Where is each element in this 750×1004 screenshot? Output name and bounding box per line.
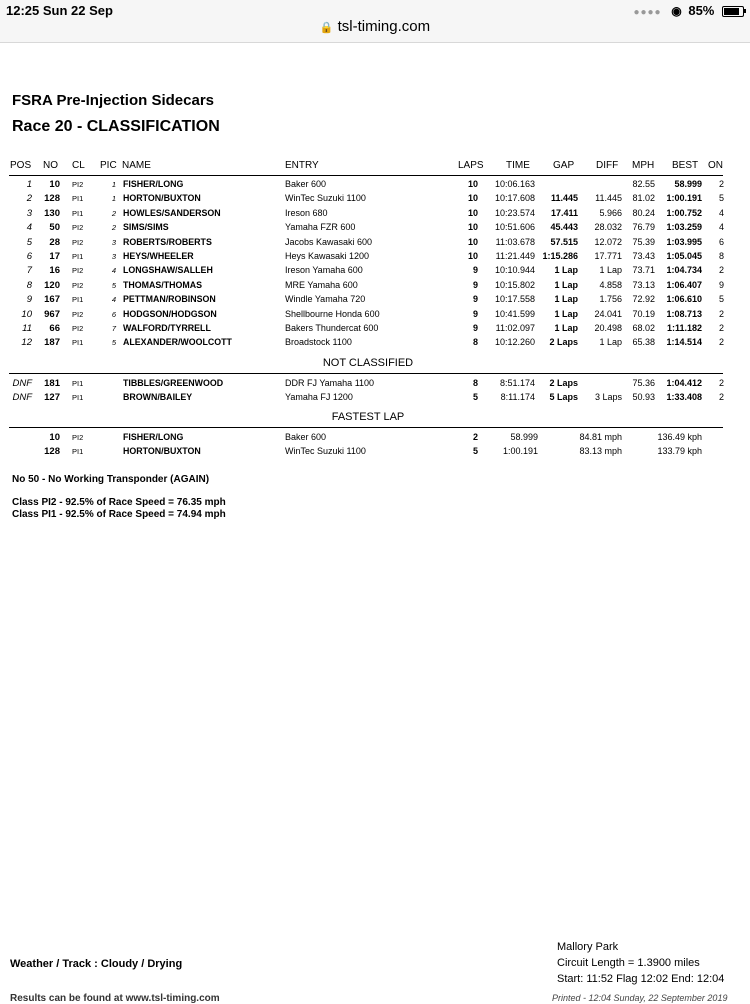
cell-pos: 11 [22, 323, 32, 334]
cell-mph: 76.79 [632, 222, 655, 233]
cell-mph: 75.36 [632, 378, 655, 388]
cell-pic: 3 [111, 237, 116, 247]
cell-best: 1:06.610 [666, 294, 702, 305]
cell-pos: 9 [26, 294, 32, 306]
battery-percent: 85% [688, 3, 715, 18]
cell-pos: 6 [26, 251, 32, 262]
cell-diff: 5.966 [599, 207, 622, 218]
url-text: tsl-timing.com [337, 18, 431, 35]
transponder-note: No 50 - No Working Transponder (AGAIN) [12, 474, 210, 485]
cell-kph: 136.49 kph [657, 432, 702, 442]
header-pos: POS [10, 160, 32, 171]
cell-time: 1:00.191 [502, 446, 538, 457]
cell-best: 1:04.734 [666, 265, 702, 276]
header-no: NO [43, 160, 58, 171]
cell-time: 10:06.163 [494, 179, 535, 189]
header-mph: MPH [632, 160, 655, 171]
cell-pic: 6 [111, 309, 116, 319]
cell-gap: 2 Laps [549, 378, 578, 388]
cell-class: PI1 [72, 194, 84, 204]
table-row[interactable] [0, 179, 750, 193]
header-time: TIME [506, 160, 530, 171]
table-row[interactable] [0, 265, 750, 279]
cell-pos: 12 [21, 337, 32, 349]
cell-time: 10:17.558 [494, 294, 535, 305]
cell-pic: 2 [111, 208, 116, 218]
cell-class: PI2 [72, 237, 84, 247]
header-pic: PIC [100, 160, 117, 171]
cell-class: PI2 [72, 280, 84, 290]
cell-no: 50 [49, 222, 60, 234]
cell-best: 1:00.191 [666, 193, 702, 204]
cell-entry: Bakers Thundercat 600 [285, 323, 379, 333]
cell-best: 1:03.995 [666, 236, 702, 247]
class-pi2-note: Class PI2 - 92.5% of Race Speed = 76.35 mph [12, 497, 226, 508]
cell-class: PI1 [72, 208, 84, 218]
header-gap: GAP [553, 160, 575, 171]
fastest-lap-divider [9, 427, 723, 428]
signal-dots-icon: ●●●● [633, 7, 662, 18]
cell-mph: 75.39 [632, 236, 655, 247]
cell-time: 10:17.608 [494, 193, 535, 204]
cell-diff: 24.041 [594, 308, 622, 319]
cell-on: 2 [718, 265, 724, 276]
cell-time: 10:10.944 [494, 265, 535, 276]
cell-entry: Heys Kawasaki 1200 [285, 251, 370, 261]
cell-laps: 9 [472, 279, 478, 290]
cell-class: PI1 [72, 379, 84, 388]
cell-no: 167 [44, 294, 60, 306]
cell-laps: 10 [467, 179, 478, 189]
cell-on: 2 [718, 308, 724, 319]
cell-pos: 2 [26, 193, 32, 205]
cell-best: 1:00.752 [666, 207, 702, 218]
table-row[interactable] [0, 251, 750, 265]
cell-time: 11:03.678 [495, 236, 535, 247]
cell-name: SIMS/SIMS [123, 222, 169, 234]
cell-on: 4 [718, 207, 724, 218]
cell-diff: 1.756 [599, 294, 622, 305]
cell-name: HEYS/WHEELER [123, 251, 194, 262]
cell-best: 1:05.045 [666, 251, 702, 261]
cell-time: 10:12.260 [494, 337, 535, 348]
cell-pos: 1 [26, 179, 32, 190]
browser-status-bar [0, 0, 750, 43]
cell-on: 4 [718, 222, 724, 233]
table-row[interactable] [0, 392, 750, 406]
cell-diff: 17.771 [594, 251, 622, 261]
cell-pic: 7 [111, 324, 116, 333]
cell-class: PI2 [72, 309, 84, 319]
cell-on: 9 [718, 279, 724, 290]
cell-name: HORTON/BUXTON [123, 193, 201, 205]
cell-class: PI1 [72, 252, 84, 261]
cell-laps: 10 [467, 193, 478, 204]
cell-entry: Jacobs Kawasaki 600 [285, 236, 373, 247]
cell-mph: 70.19 [632, 308, 655, 319]
cell-mph: 73.43 [632, 251, 655, 261]
cell-on: 2 [718, 323, 724, 333]
cell-name: ROBERTS/ROBERTS [123, 236, 212, 248]
cell-best: 58.999 [674, 179, 702, 189]
cell-name: HOWLES/SANDERSON [123, 207, 221, 219]
cell-gap: 57.515 [550, 236, 578, 247]
table-row[interactable] [0, 309, 750, 323]
cell-class: PI1 [72, 447, 84, 457]
status-right [633, 3, 744, 18]
cell-pos: DNF [12, 378, 32, 389]
cell-no: 66 [49, 323, 60, 334]
battery-level [724, 8, 739, 15]
cell-pos: DNF [12, 392, 32, 404]
cell-class: PI2 [72, 223, 84, 233]
cell-entry: Windle Yamaha 720 [285, 294, 366, 305]
cell-on: 2 [718, 179, 724, 189]
cell-laps: 9 [472, 323, 478, 333]
cell-best: 1:04.412 [666, 378, 702, 388]
table-row[interactable] [0, 378, 750, 392]
cell-time: 10:23.574 [494, 207, 535, 218]
cell-mph: 65.38 [632, 337, 655, 348]
cell-no: 127 [44, 392, 60, 404]
cell-name: LONGSHAW/SALLEH [123, 265, 213, 277]
fastest-lap-row[interactable] [0, 446, 750, 460]
cell-gap: 1 Lap [554, 294, 578, 305]
printed-info: Printed - 12:04 Sunday, 22 September 2019 [552, 993, 728, 1003]
cell-mph: 72.92 [632, 294, 655, 305]
cell-name: THOMAS/THOMAS [123, 279, 203, 291]
cell-diff: 4.858 [599, 279, 622, 290]
cell-no: 181 [44, 378, 60, 389]
header-best: BEST [672, 160, 699, 171]
header-divider [9, 175, 723, 176]
cell-time: 11:21.449 [495, 251, 535, 261]
cell-kph: 133.79 kph [657, 446, 702, 457]
table-row[interactable] [0, 222, 750, 236]
cell-time: 58.999 [510, 432, 538, 442]
header-laps: LAPS [458, 160, 484, 171]
header-diff: DIFF [596, 160, 619, 171]
cell-class: PI2 [72, 324, 84, 333]
cell-class: PI1 [72, 393, 84, 403]
cell-pos: 5 [26, 236, 32, 248]
cell-pic: 1 [111, 180, 116, 189]
lock-icon: 🔒 [319, 22, 334, 34]
cell-laps: 9 [472, 265, 478, 276]
cell-no: 28 [49, 236, 60, 248]
cell-entry: DDR FJ Yamaha 1100 [285, 378, 375, 388]
cell-time: 11:02.097 [495, 323, 535, 333]
cell-diff: 1 Lap [599, 265, 622, 276]
cell-mph: 73.13 [632, 279, 655, 290]
cell-pic: 4 [111, 295, 116, 305]
status-time: 12:25 Sun 22 Sep [6, 3, 113, 18]
cell-diff: 3 Laps [594, 392, 622, 403]
table-row[interactable] [0, 208, 750, 222]
cell-gap: 1 Lap [554, 265, 578, 276]
cell-best: 1:03.259 [666, 222, 702, 233]
cell-diff: 20.498 [594, 323, 622, 333]
wifi-icon: ◉ [671, 4, 682, 18]
fastest-lap-row[interactable] [0, 432, 750, 446]
cell-time: 8:51.174 [499, 378, 535, 388]
championship-title: FSRA Pre-Injection Sidecars [12, 92, 215, 109]
battery-icon [722, 6, 744, 17]
circuit-info [557, 939, 724, 987]
cell-mph: 83.13 mph [579, 446, 622, 457]
cell-laps: 10 [467, 236, 478, 247]
cell-mph: 84.81 mph [579, 432, 622, 442]
not-classified-divider [9, 373, 723, 374]
cell-no: 130 [44, 207, 60, 219]
cell-no: 967 [44, 308, 60, 320]
not-classified-heading: NOT CLASSIFIED [322, 357, 414, 369]
cell-on: 2 [718, 392, 724, 403]
cell-mph: 50.93 [632, 392, 655, 403]
cell-on: 5 [718, 193, 724, 204]
cell-entry: Baker 600 [285, 179, 327, 189]
cell-lap: 2 [472, 432, 478, 442]
header-cl: CL [72, 160, 85, 171]
cell-time: 10:15.802 [494, 279, 535, 290]
cell-entry: Ireson Yamaha 600 [285, 265, 363, 276]
circuit-length: Circuit Length = 1.3900 miles [557, 957, 700, 969]
header-on: ON [708, 160, 723, 171]
cell-gap: 1 Lap [554, 308, 578, 319]
fastest-lap-heading: FASTEST LAP [331, 411, 405, 423]
cell-time: 10:51.606 [494, 222, 535, 233]
cell-gap: 11.445 [550, 193, 578, 204]
cell-entry: WinTec Suzuki 1100 [285, 446, 366, 457]
cell-laps: 9 [472, 308, 478, 319]
cell-gap: 5 Laps [549, 392, 578, 403]
cell-mph: 82.55 [632, 179, 655, 189]
cell-name: PETTMAN/ROBINSON [123, 294, 216, 306]
cell-no: 10 [49, 432, 60, 443]
cell-pos: 7 [26, 265, 32, 277]
cell-best: 1:06.407 [666, 279, 702, 290]
cell-diff: 1 Lap [599, 337, 622, 348]
cell-name: BROWN/BAILEY [123, 392, 193, 404]
cell-name: FISHER/LONG [123, 179, 184, 190]
table-row[interactable] [0, 280, 750, 294]
cell-pic: 5 [111, 338, 116, 348]
cell-name: HORTON/BUXTON [123, 446, 201, 458]
cell-no: 16 [49, 265, 60, 277]
cell-pos: 8 [26, 279, 32, 291]
cell-class: PI2 [72, 266, 84, 276]
address-bar[interactable] [0, 18, 750, 35]
cell-pic: 5 [111, 280, 116, 290]
cell-no: 128 [44, 446, 60, 458]
cell-on: 5 [718, 294, 724, 305]
cell-gap: 45.443 [550, 222, 578, 233]
class-pi1-note: Class PI1 - 92.5% of Race Speed = 74.94 mph [12, 509, 226, 520]
cell-entry: MRE Yamaha 600 [285, 279, 358, 290]
cell-best: 1:11.182 [666, 323, 702, 333]
cell-name: ALEXANDER/WOOLCOTT [123, 337, 232, 349]
cell-laps: 10 [467, 222, 478, 233]
header-name: NAME [122, 160, 151, 171]
cell-entry: Shellbourne Honda 600 [285, 308, 380, 319]
cell-pic: 3 [111, 252, 116, 261]
cell-best: 1:33.408 [666, 392, 702, 403]
cell-laps: 9 [472, 294, 478, 305]
weather-track: Weather / Track : Cloudy / Drying [10, 958, 183, 970]
cell-lap: 5 [472, 446, 478, 457]
cell-laps: 8 [472, 378, 478, 388]
cell-name: FISHER/LONG [123, 432, 184, 443]
cell-on: 6 [718, 236, 724, 247]
cell-pic: 4 [111, 266, 116, 276]
cell-mph: 73.71 [632, 265, 655, 276]
cell-name: TIBBLES/GREENWOOD [123, 378, 224, 389]
cell-entry: Yamaha FJ 1200 [285, 392, 353, 403]
cell-time: 8:11.174 [500, 392, 535, 403]
cell-pos: 4 [26, 222, 32, 234]
header-entry: ENTRY [285, 160, 319, 171]
cell-gap: 2 Laps [549, 337, 578, 348]
cell-entry: WinTec Suzuki 1100 [285, 193, 366, 204]
cell-no: 120 [44, 279, 60, 291]
cell-entry: Ireson 680 [285, 207, 328, 218]
cell-diff: 11.445 [595, 193, 622, 204]
cell-mph: 81.02 [632, 193, 655, 204]
cell-no: 187 [44, 337, 60, 349]
race-times: Start: 11:52 Flag 12:02 End: 12:04 [557, 973, 725, 985]
cell-entry: Yamaha FZR 600 [285, 222, 356, 233]
table-row[interactable] [0, 323, 750, 337]
cell-pic: 2 [111, 223, 116, 233]
cell-time: 10:41.599 [494, 308, 535, 319]
cell-name: WALFORD/TYRRELL [123, 323, 211, 334]
cell-no: 10 [49, 179, 60, 190]
cell-class: PI2 [72, 433, 84, 442]
cell-no: 17 [49, 251, 60, 262]
cell-class: PI1 [72, 295, 84, 305]
table-row[interactable] [0, 237, 750, 251]
cell-diff: 28.032 [594, 222, 622, 233]
cell-entry: Broadstock 1100 [285, 337, 352, 348]
cell-best: 1:08.713 [666, 308, 702, 319]
cell-no: 128 [44, 193, 60, 205]
cell-gap: 17.411 [550, 207, 578, 218]
cell-entry: Baker 600 [285, 432, 327, 442]
cell-laps: 10 [467, 207, 478, 218]
cell-best: 1:14.514 [666, 337, 702, 348]
cell-name: HODGSON/HODGSON [123, 308, 217, 320]
cell-diff: 12.072 [594, 236, 622, 247]
cell-pos: 10 [21, 308, 32, 320]
race-title: Race 20 - CLASSIFICATION [12, 118, 220, 135]
table-row[interactable] [0, 337, 750, 351]
cell-on: 2 [718, 337, 724, 348]
cell-gap: 1 Lap [554, 279, 578, 290]
cell-on: 2 [718, 378, 724, 388]
cell-mph: 68.02 [632, 323, 655, 333]
cell-on: 8 [718, 251, 724, 261]
results-link[interactable]: Results can be found at www.tsl-timing.com [10, 993, 220, 1004]
cell-gap: 1 Lap [554, 323, 578, 333]
cell-pic: 1 [111, 194, 116, 204]
cell-class: PI1 [72, 338, 84, 348]
cell-laps: 10 [467, 251, 478, 261]
table-row[interactable] [0, 193, 750, 207]
cell-pos: 3 [26, 207, 32, 219]
cell-mph: 80.24 [632, 207, 655, 218]
cell-gap: 1:15.286 [542, 251, 578, 261]
cell-laps: 8 [472, 337, 478, 348]
cell-laps: 5 [472, 392, 478, 403]
table-row[interactable] [0, 294, 750, 308]
venue: Mallory Park [557, 941, 619, 953]
cell-class: PI2 [72, 180, 84, 189]
